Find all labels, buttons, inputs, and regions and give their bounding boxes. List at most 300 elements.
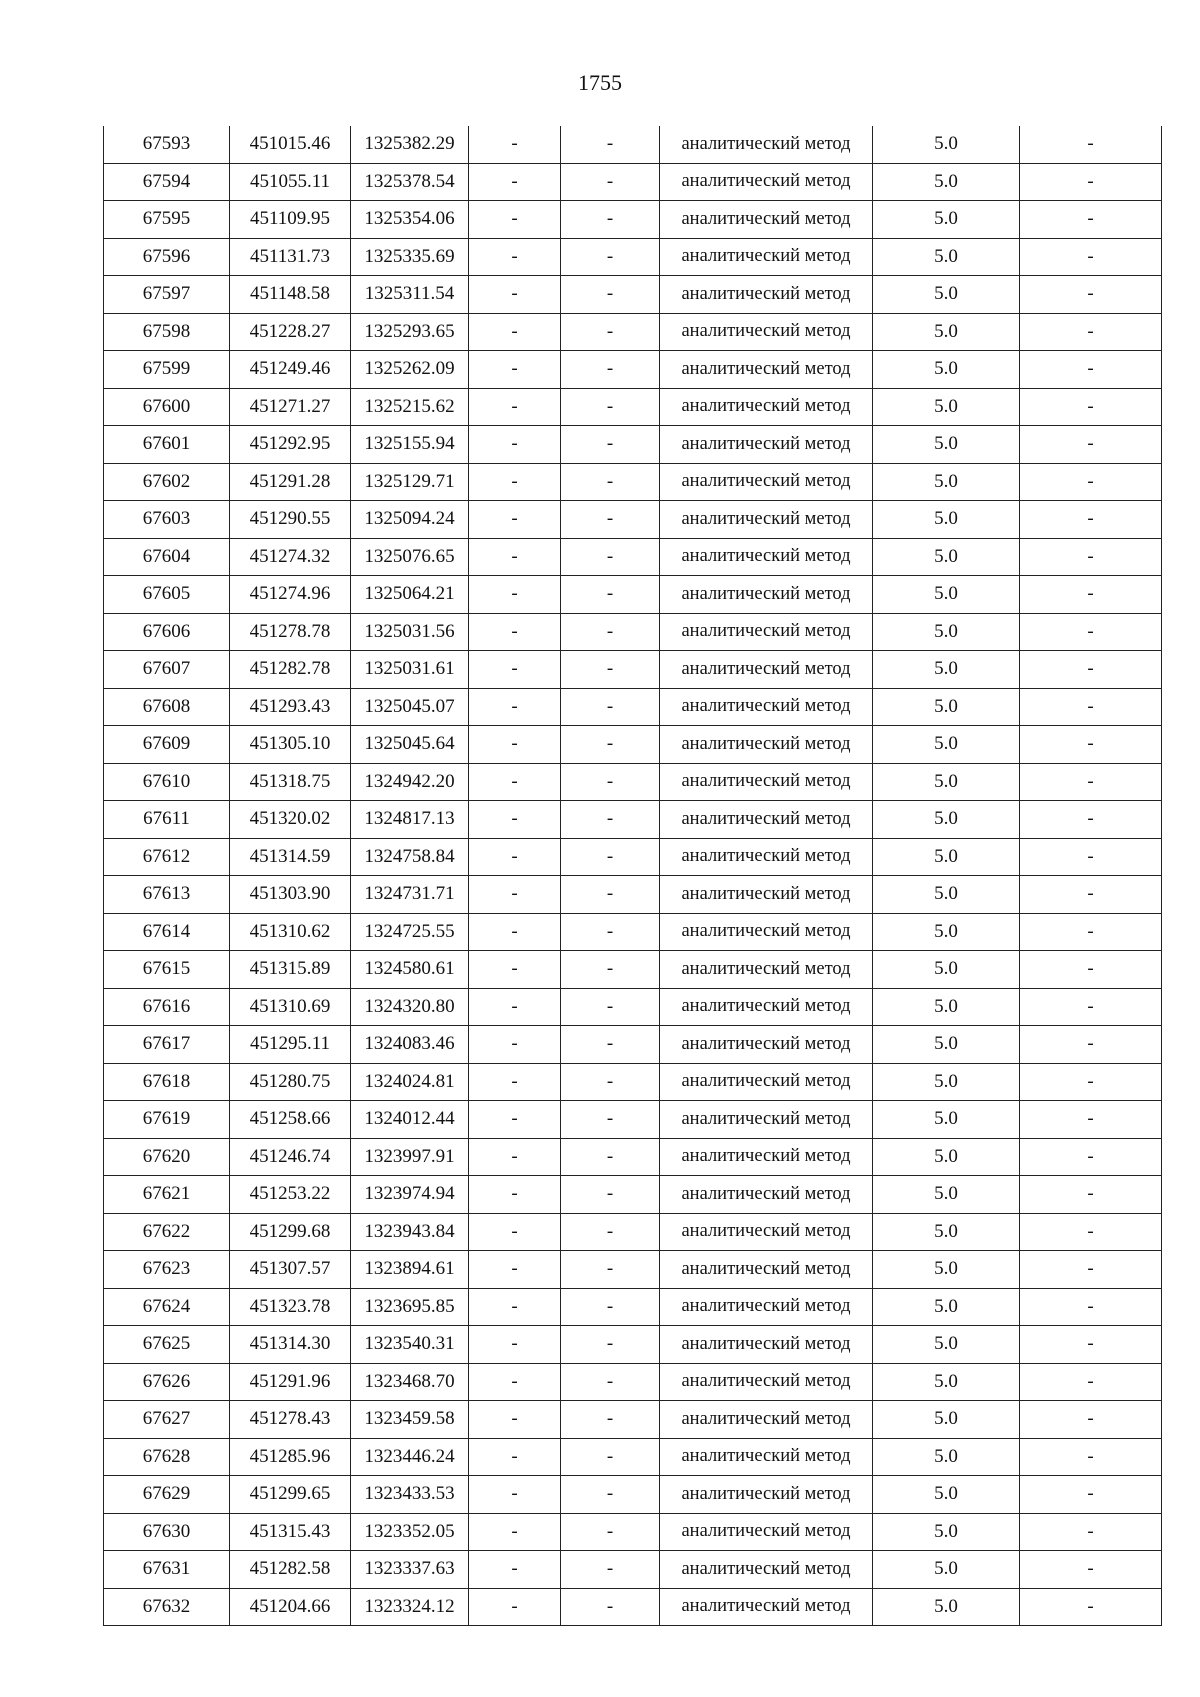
point-number-cell: 67609 [104, 726, 230, 764]
y-coordinate-cell: 1325076.65 [351, 538, 469, 576]
point-number-cell: 67627 [104, 1401, 230, 1439]
empty-value-cell: - [469, 1551, 561, 1589]
empty-value-cell: - [561, 951, 660, 989]
x-coordinate-cell: 451055.11 [230, 163, 351, 201]
empty-value-cell: - [469, 1101, 561, 1139]
table-row [104, 501, 1162, 539]
point-number-cell: 67599 [104, 351, 230, 389]
method-cell: аналитический метод [660, 576, 873, 614]
x-coordinate-cell: 451295.11 [230, 1026, 351, 1064]
empty-value-cell: - [469, 1326, 561, 1364]
point-number-cell: 67616 [104, 988, 230, 1026]
method-cell: аналитический метод [660, 613, 873, 651]
empty-value-cell: - [469, 1176, 561, 1214]
y-coordinate-cell: 1325293.65 [351, 313, 469, 351]
point-number-cell: 67620 [104, 1138, 230, 1176]
method-cell: аналитический метод [660, 763, 873, 801]
empty-value-cell: - [561, 538, 660, 576]
point-number-cell: 67615 [104, 951, 230, 989]
table-row [104, 1101, 1162, 1139]
table-row [104, 426, 1162, 464]
y-coordinate-cell: 1324725.55 [351, 913, 469, 951]
empty-value-cell: - [561, 1288, 660, 1326]
empty-value-cell: - [1020, 651, 1162, 689]
y-coordinate-cell: 1325354.06 [351, 201, 469, 239]
empty-value-cell: - [561, 1551, 660, 1589]
x-coordinate-cell: 451246.74 [230, 1138, 351, 1176]
accuracy-cell: 5.0 [873, 801, 1020, 839]
table-row [104, 726, 1162, 764]
x-coordinate-cell: 451318.75 [230, 763, 351, 801]
empty-value-cell: - [561, 1138, 660, 1176]
table-row [104, 651, 1162, 689]
x-coordinate-cell: 451307.57 [230, 1251, 351, 1289]
x-coordinate-cell: 451280.75 [230, 1063, 351, 1101]
table-row [104, 801, 1162, 839]
y-coordinate-cell: 1323324.12 [351, 1588, 469, 1626]
empty-value-cell: - [561, 1101, 660, 1139]
x-coordinate-cell: 451314.59 [230, 838, 351, 876]
empty-value-cell: - [561, 463, 660, 501]
empty-value-cell: - [1020, 1513, 1162, 1551]
empty-value-cell: - [469, 1063, 561, 1101]
empty-value-cell: - [1020, 876, 1162, 914]
empty-value-cell: - [1020, 463, 1162, 501]
table-row [104, 913, 1162, 951]
point-number-cell: 67626 [104, 1363, 230, 1401]
y-coordinate-cell: 1325155.94 [351, 426, 469, 464]
table-row [104, 1176, 1162, 1214]
accuracy-cell: 5.0 [873, 1401, 1020, 1439]
empty-value-cell: - [1020, 913, 1162, 951]
method-cell: аналитический метод [660, 988, 873, 1026]
point-number-cell: 67607 [104, 651, 230, 689]
y-coordinate-cell: 1325045.64 [351, 726, 469, 764]
x-coordinate-cell: 451148.58 [230, 276, 351, 314]
empty-value-cell: - [1020, 313, 1162, 351]
y-coordinate-cell: 1323943.84 [351, 1213, 469, 1251]
empty-value-cell: - [469, 426, 561, 464]
empty-value-cell: - [469, 163, 561, 201]
point-number-cell: 67632 [104, 1588, 230, 1626]
x-coordinate-cell: 451258.66 [230, 1101, 351, 1139]
empty-value-cell: - [561, 726, 660, 764]
empty-value-cell: - [469, 913, 561, 951]
empty-value-cell: - [561, 313, 660, 351]
accuracy-cell: 5.0 [873, 988, 1020, 1026]
empty-value-cell: - [1020, 951, 1162, 989]
accuracy-cell: 5.0 [873, 238, 1020, 276]
empty-value-cell: - [561, 688, 660, 726]
method-cell: аналитический метод [660, 1476, 873, 1514]
method-cell: аналитический метод [660, 1438, 873, 1476]
table-row [104, 313, 1162, 351]
empty-value-cell: - [561, 838, 660, 876]
x-coordinate-cell: 451299.68 [230, 1213, 351, 1251]
table-row [104, 951, 1162, 989]
method-cell: аналитический метод [660, 1176, 873, 1214]
empty-value-cell: - [469, 651, 561, 689]
y-coordinate-cell: 1323352.05 [351, 1513, 469, 1551]
table-row [104, 1063, 1162, 1101]
accuracy-cell: 5.0 [873, 613, 1020, 651]
empty-value-cell: - [1020, 726, 1162, 764]
y-coordinate-cell: 1325031.56 [351, 613, 469, 651]
empty-value-cell: - [469, 1438, 561, 1476]
empty-value-cell: - [1020, 201, 1162, 239]
y-coordinate-cell: 1325045.07 [351, 688, 469, 726]
y-coordinate-cell: 1324012.44 [351, 1101, 469, 1139]
empty-value-cell: - [469, 801, 561, 839]
accuracy-cell: 5.0 [873, 1213, 1020, 1251]
empty-value-cell: - [561, 801, 660, 839]
accuracy-cell: 5.0 [873, 163, 1020, 201]
empty-value-cell: - [469, 951, 561, 989]
empty-value-cell: - [1020, 1476, 1162, 1514]
empty-value-cell: - [1020, 1213, 1162, 1251]
empty-value-cell: - [1020, 538, 1162, 576]
method-cell: аналитический метод [660, 1138, 873, 1176]
empty-value-cell: - [561, 501, 660, 539]
accuracy-cell: 5.0 [873, 388, 1020, 426]
empty-value-cell: - [1020, 1251, 1162, 1289]
empty-value-cell: - [469, 351, 561, 389]
empty-value-cell: - [1020, 426, 1162, 464]
empty-value-cell: - [469, 988, 561, 1026]
point-number-cell: 67625 [104, 1326, 230, 1364]
empty-value-cell: - [561, 163, 660, 201]
empty-value-cell: - [1020, 1176, 1162, 1214]
accuracy-cell: 5.0 [873, 1251, 1020, 1289]
x-coordinate-cell: 451253.22 [230, 1176, 351, 1214]
method-cell: аналитический метод [660, 1251, 873, 1289]
empty-value-cell: - [1020, 801, 1162, 839]
y-coordinate-cell: 1324758.84 [351, 838, 469, 876]
method-cell: аналитический метод [660, 426, 873, 464]
table-row [104, 126, 1162, 163]
empty-value-cell: - [561, 576, 660, 614]
x-coordinate-cell: 451274.96 [230, 576, 351, 614]
empty-value-cell: - [469, 763, 561, 801]
y-coordinate-cell: 1325031.61 [351, 651, 469, 689]
table-row [104, 351, 1162, 389]
y-coordinate-cell: 1324942.20 [351, 763, 469, 801]
empty-value-cell: - [469, 463, 561, 501]
accuracy-cell: 5.0 [873, 276, 1020, 314]
point-number-cell: 67597 [104, 276, 230, 314]
method-cell: аналитический метод [660, 201, 873, 239]
empty-value-cell: - [561, 426, 660, 464]
empty-value-cell: - [561, 1513, 660, 1551]
table-row [104, 688, 1162, 726]
method-cell: аналитический метод [660, 651, 873, 689]
method-cell: аналитический метод [660, 1288, 873, 1326]
empty-value-cell: - [561, 1213, 660, 1251]
empty-value-cell: - [561, 1251, 660, 1289]
method-cell: аналитический метод [660, 163, 873, 201]
point-number-cell: 67619 [104, 1101, 230, 1139]
accuracy-cell: 5.0 [873, 876, 1020, 914]
empty-value-cell: - [469, 538, 561, 576]
x-coordinate-cell: 451299.65 [230, 1476, 351, 1514]
empty-value-cell: - [469, 1476, 561, 1514]
x-coordinate-cell: 451282.58 [230, 1551, 351, 1589]
table-row [104, 613, 1162, 651]
empty-value-cell: - [469, 388, 561, 426]
accuracy-cell: 5.0 [873, 651, 1020, 689]
y-coordinate-cell: 1324580.61 [351, 951, 469, 989]
accuracy-cell: 5.0 [873, 1026, 1020, 1064]
point-number-cell: 67610 [104, 763, 230, 801]
empty-value-cell: - [561, 1476, 660, 1514]
y-coordinate-cell: 1324083.46 [351, 1026, 469, 1064]
point-number-cell: 67611 [104, 801, 230, 839]
accuracy-cell: 5.0 [873, 913, 1020, 951]
table-row [104, 838, 1162, 876]
accuracy-cell: 5.0 [873, 313, 1020, 351]
empty-value-cell: - [469, 201, 561, 239]
accuracy-cell: 5.0 [873, 1063, 1020, 1101]
table-row [104, 1513, 1162, 1551]
point-number-cell: 67621 [104, 1176, 230, 1214]
x-coordinate-cell: 451291.28 [230, 463, 351, 501]
accuracy-cell: 5.0 [873, 1326, 1020, 1364]
point-number-cell: 67595 [104, 201, 230, 239]
y-coordinate-cell: 1324731.71 [351, 876, 469, 914]
accuracy-cell: 5.0 [873, 726, 1020, 764]
point-number-cell: 67612 [104, 838, 230, 876]
table-row [104, 201, 1162, 239]
method-cell: аналитический метод [660, 801, 873, 839]
empty-value-cell: - [469, 238, 561, 276]
empty-value-cell: - [1020, 763, 1162, 801]
x-coordinate-cell: 451131.73 [230, 238, 351, 276]
accuracy-cell: 5.0 [873, 463, 1020, 501]
point-number-cell: 67628 [104, 1438, 230, 1476]
x-coordinate-cell: 451109.95 [230, 201, 351, 239]
y-coordinate-cell: 1325094.24 [351, 501, 469, 539]
empty-value-cell: - [1020, 276, 1162, 314]
empty-value-cell: - [469, 501, 561, 539]
method-cell: аналитический метод [660, 1063, 873, 1101]
accuracy-cell: 5.0 [873, 1363, 1020, 1401]
x-coordinate-cell: 451278.78 [230, 613, 351, 651]
x-coordinate-cell: 451285.96 [230, 1438, 351, 1476]
x-coordinate-cell: 451249.46 [230, 351, 351, 389]
x-coordinate-cell: 451293.43 [230, 688, 351, 726]
method-cell: аналитический метод [660, 238, 873, 276]
table-row [104, 763, 1162, 801]
table-row [104, 1026, 1162, 1064]
x-coordinate-cell: 451310.62 [230, 913, 351, 951]
table-row [104, 1476, 1162, 1514]
table-row [104, 1326, 1162, 1364]
accuracy-cell: 5.0 [873, 538, 1020, 576]
table-row [104, 276, 1162, 314]
point-number-cell: 67608 [104, 688, 230, 726]
empty-value-cell: - [1020, 1288, 1162, 1326]
x-coordinate-cell: 451315.43 [230, 1513, 351, 1551]
empty-value-cell: - [1020, 1438, 1162, 1476]
empty-value-cell: - [561, 988, 660, 1026]
x-coordinate-cell: 451315.89 [230, 951, 351, 989]
method-cell: аналитический метод [660, 913, 873, 951]
accuracy-cell: 5.0 [873, 351, 1020, 389]
x-coordinate-cell: 451303.90 [230, 876, 351, 914]
x-coordinate-cell: 451320.02 [230, 801, 351, 839]
empty-value-cell: - [561, 1063, 660, 1101]
empty-value-cell: - [561, 1326, 660, 1364]
empty-value-cell: - [1020, 1026, 1162, 1064]
accuracy-cell: 5.0 [873, 126, 1020, 163]
accuracy-cell: 5.0 [873, 1438, 1020, 1476]
accuracy-cell: 5.0 [873, 1138, 1020, 1176]
accuracy-cell: 5.0 [873, 1176, 1020, 1214]
method-cell: аналитический метод [660, 726, 873, 764]
empty-value-cell: - [469, 1213, 561, 1251]
y-coordinate-cell: 1325129.71 [351, 463, 469, 501]
empty-value-cell: - [1020, 1101, 1162, 1139]
empty-value-cell: - [561, 1401, 660, 1439]
empty-value-cell: - [469, 576, 561, 614]
empty-value-cell: - [1020, 1138, 1162, 1176]
point-number-cell: 67613 [104, 876, 230, 914]
empty-value-cell: - [1020, 126, 1162, 163]
empty-value-cell: - [469, 1588, 561, 1626]
table-row [104, 1588, 1162, 1626]
method-cell: аналитический метод [660, 463, 873, 501]
method-cell: аналитический метод [660, 838, 873, 876]
method-cell: аналитический метод [660, 1326, 873, 1364]
empty-value-cell: - [1020, 238, 1162, 276]
empty-value-cell: - [469, 1251, 561, 1289]
empty-value-cell: - [561, 1588, 660, 1626]
point-number-cell: 67623 [104, 1251, 230, 1289]
empty-value-cell: - [1020, 688, 1162, 726]
accuracy-cell: 5.0 [873, 1551, 1020, 1589]
table-row [104, 1551, 1162, 1589]
empty-value-cell: - [469, 838, 561, 876]
y-coordinate-cell: 1324024.81 [351, 1063, 469, 1101]
point-number-cell: 67622 [104, 1213, 230, 1251]
x-coordinate-cell: 451228.27 [230, 313, 351, 351]
x-coordinate-cell: 451292.95 [230, 426, 351, 464]
empty-value-cell: - [1020, 1063, 1162, 1101]
empty-value-cell: - [469, 1363, 561, 1401]
table-row [104, 876, 1162, 914]
empty-value-cell: - [561, 1176, 660, 1214]
empty-value-cell: - [469, 1401, 561, 1439]
empty-value-cell: - [469, 1513, 561, 1551]
point-number-cell: 67629 [104, 1476, 230, 1514]
point-number-cell: 67605 [104, 576, 230, 614]
accuracy-cell: 5.0 [873, 201, 1020, 239]
accuracy-cell: 5.0 [873, 576, 1020, 614]
page-number: 1755 [578, 70, 622, 95]
point-number-cell: 67602 [104, 463, 230, 501]
accuracy-cell: 5.0 [873, 1588, 1020, 1626]
point-number-cell: 67596 [104, 238, 230, 276]
empty-value-cell: - [561, 613, 660, 651]
method-cell: аналитический метод [660, 1101, 873, 1139]
empty-value-cell: - [1020, 1401, 1162, 1439]
accuracy-cell: 5.0 [873, 501, 1020, 539]
empty-value-cell: - [1020, 388, 1162, 426]
empty-value-cell: - [1020, 1551, 1162, 1589]
y-coordinate-cell: 1325064.21 [351, 576, 469, 614]
x-coordinate-cell: 451015.46 [230, 126, 351, 163]
empty-value-cell: - [561, 651, 660, 689]
empty-value-cell: - [469, 688, 561, 726]
point-number-cell: 67601 [104, 426, 230, 464]
table-row [104, 163, 1162, 201]
table-row [104, 1438, 1162, 1476]
y-coordinate-cell: 1325382.29 [351, 126, 469, 163]
point-number-cell: 67593 [104, 126, 230, 163]
accuracy-cell: 5.0 [873, 688, 1020, 726]
empty-value-cell: - [561, 201, 660, 239]
point-number-cell: 67614 [104, 913, 230, 951]
table-row [104, 1251, 1162, 1289]
x-coordinate-cell: 451291.96 [230, 1363, 351, 1401]
y-coordinate-cell: 1325262.09 [351, 351, 469, 389]
y-coordinate-cell: 1323997.91 [351, 1138, 469, 1176]
empty-value-cell: - [1020, 838, 1162, 876]
method-cell: аналитический метод [660, 1513, 873, 1551]
x-coordinate-cell: 451314.30 [230, 1326, 351, 1364]
empty-value-cell: - [561, 351, 660, 389]
empty-value-cell: - [469, 1138, 561, 1176]
accuracy-cell: 5.0 [873, 1101, 1020, 1139]
empty-value-cell: - [469, 1026, 561, 1064]
method-cell: аналитический метод [660, 313, 873, 351]
y-coordinate-cell: 1323433.53 [351, 1476, 469, 1514]
empty-value-cell: - [561, 126, 660, 163]
method-cell: аналитический метод [660, 388, 873, 426]
table-row [104, 1363, 1162, 1401]
empty-value-cell: - [1020, 613, 1162, 651]
empty-value-cell: - [469, 876, 561, 914]
table-row [104, 1213, 1162, 1251]
point-number-cell: 67631 [104, 1551, 230, 1589]
empty-value-cell: - [561, 763, 660, 801]
table-row [104, 988, 1162, 1026]
point-number-cell: 67618 [104, 1063, 230, 1101]
x-coordinate-cell: 451274.32 [230, 538, 351, 576]
y-coordinate-cell: 1323695.85 [351, 1288, 469, 1326]
y-coordinate-cell: 1323459.58 [351, 1401, 469, 1439]
empty-value-cell: - [469, 313, 561, 351]
method-cell: аналитический метод [660, 276, 873, 314]
y-coordinate-cell: 1323974.94 [351, 1176, 469, 1214]
method-cell: аналитический метод [660, 951, 873, 989]
table-row [104, 388, 1162, 426]
method-cell: аналитический метод [660, 538, 873, 576]
x-coordinate-cell: 451271.27 [230, 388, 351, 426]
point-number-cell: 67606 [104, 613, 230, 651]
point-number-cell: 67598 [104, 313, 230, 351]
empty-value-cell: - [469, 126, 561, 163]
point-number-cell: 67600 [104, 388, 230, 426]
y-coordinate-cell: 1323337.63 [351, 1551, 469, 1589]
point-number-cell: 67630 [104, 1513, 230, 1551]
method-cell: аналитический метод [660, 1213, 873, 1251]
method-cell: аналитический метод [660, 501, 873, 539]
y-coordinate-cell: 1324320.80 [351, 988, 469, 1026]
empty-value-cell: - [469, 276, 561, 314]
method-cell: аналитический метод [660, 1363, 873, 1401]
coordinates-table [103, 126, 1162, 1626]
